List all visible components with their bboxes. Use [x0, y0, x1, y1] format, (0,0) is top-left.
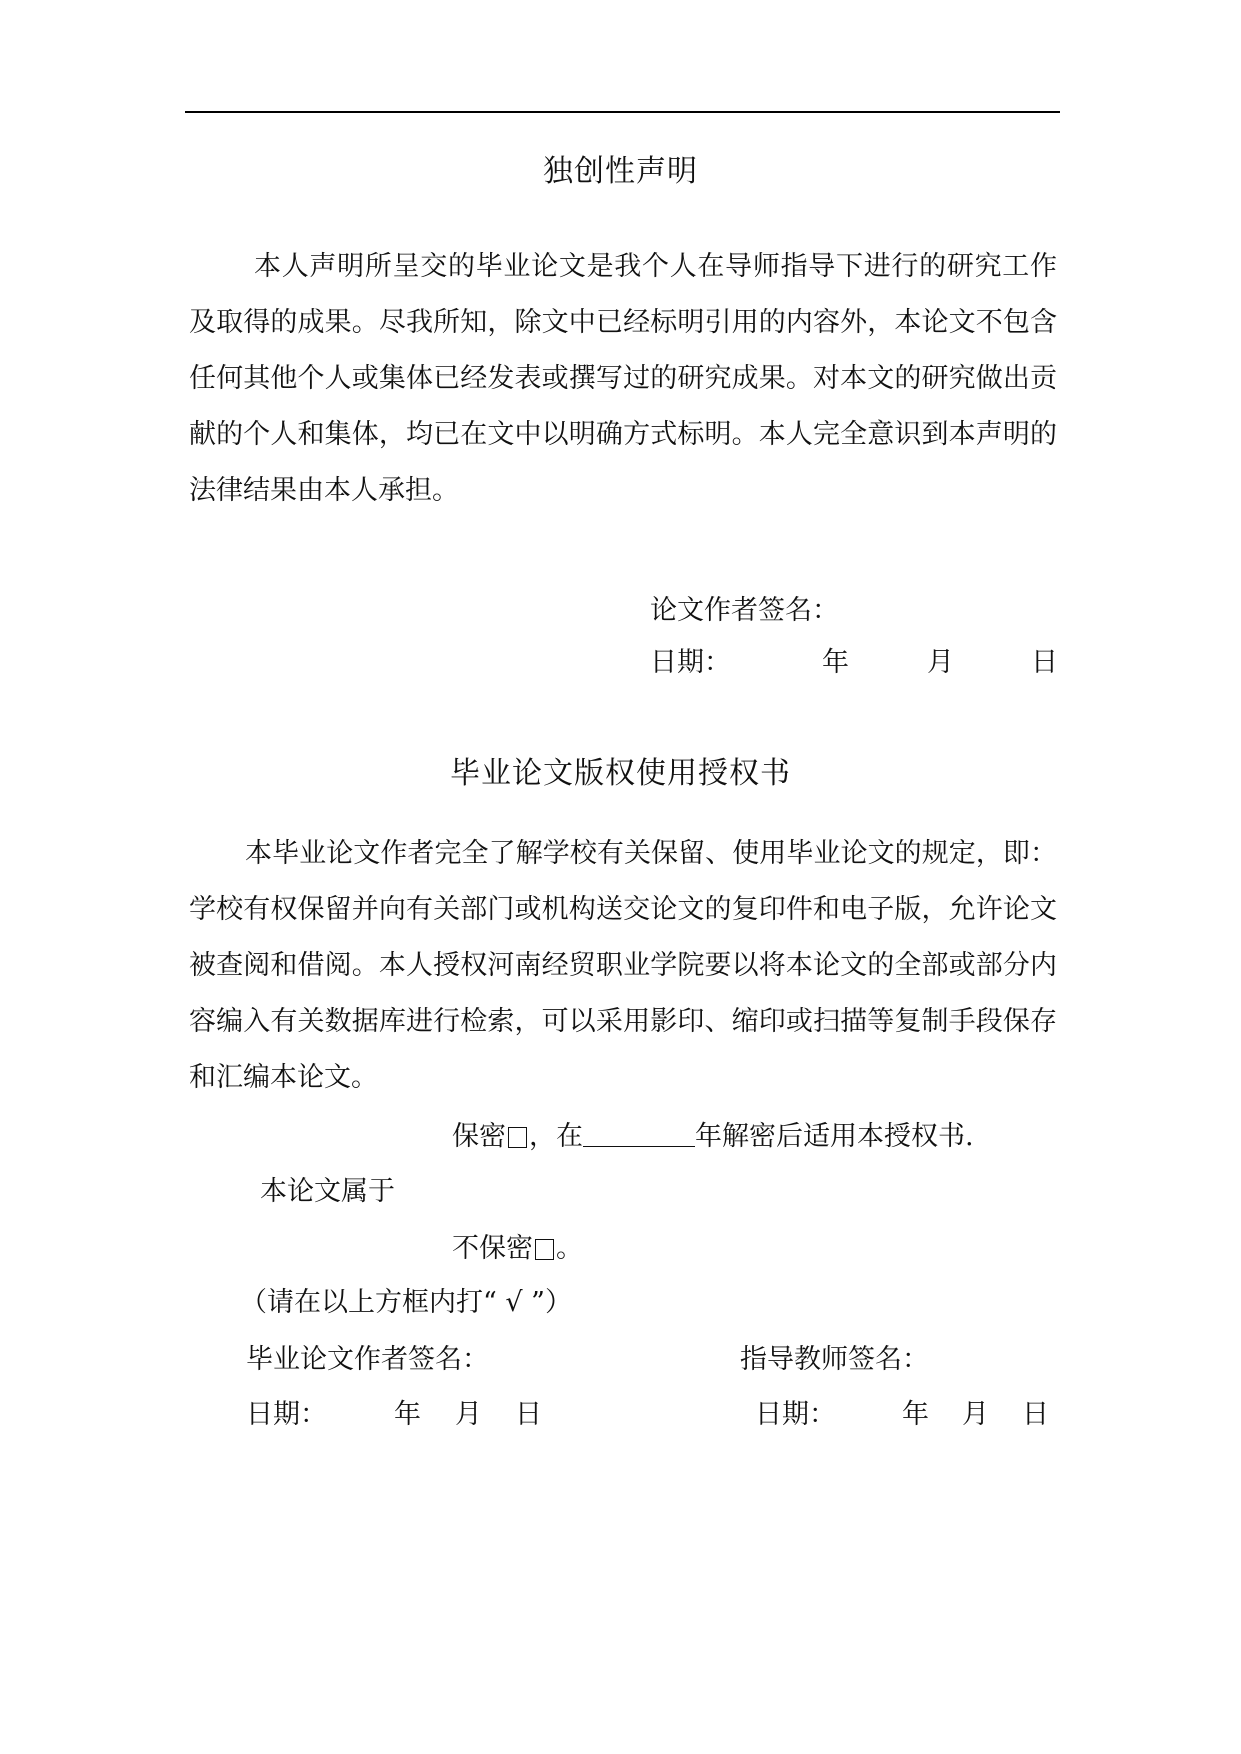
- declaration-date-year: 年: [822, 647, 849, 678]
- not-confidential-option: [452, 1229, 583, 1269]
- checkbox-instruction: （请在以上方框内打“ √ ”）: [240, 1287, 572, 1318]
- advisor-date-month: 月: [962, 1399, 989, 1430]
- belongs-label: 本论文属于: [260, 1176, 395, 1207]
- confidential-option: [452, 1117, 974, 1157]
- declaration-date-month: 月: [927, 647, 954, 678]
- advisor-date-day: 日: [1022, 1399, 1049, 1430]
- author-date-month: 月: [455, 1399, 482, 1430]
- advisor-date-label: 日期：: [755, 1399, 836, 1430]
- authorization-body: 本毕业论文作者完全了解学校有关保留、使用毕业论文的规定，即：学校有权保留并向有关部门或机构送交论文的复印件和电子版，允许论文被查阅和借阅。本人授权河南经贸职业学院要以将本论文的全部或部分内容编入有关数据库进行检索，可以采用影印、缩印或扫描等复制手段保存和汇编本论文。: [189, 838, 1057, 1093]
- author-signature-label: 论文作者签名：: [650, 595, 839, 626]
- advisor-date-year: 年: [902, 1399, 929, 1430]
- declaration-body: 本人声明所呈交的毕业论文是我个人在导师指导下进行的研究工作及取得的成果。尽我所知，除文中已经标明引用的内容外，本论文不包含任何其他个人或集体已经发表或撰写过的研究成果。对本文的研究做出贡献的个人和集体，均已在文中以明确方式标明。本人完全意识到本声明的法律结果由本人承担。: [189, 251, 1057, 506]
- top-rule: [185, 111, 1060, 113]
- not-confidential-tail: 。: [556, 1233, 583, 1264]
- advisor-signature-label: 指导教师签名：: [740, 1344, 929, 1375]
- declassify-year-blank[interactable]: [583, 1122, 695, 1147]
- not-confidential-checkbox[interactable]: [535, 1239, 554, 1260]
- declaration-date-day: 日: [1031, 647, 1058, 678]
- authorization-title: 毕业论文版权使用授权书: [450, 756, 791, 791]
- author-date-year: 年: [394, 1399, 421, 1430]
- confidential-tail-text: 年解密后适用本授权书.: [695, 1121, 974, 1152]
- confidential-mid-text: ，在: [529, 1121, 583, 1152]
- author-date-label: 日期：: [246, 1399, 327, 1430]
- thesis-author-signature-label: 毕业论文作者签名：: [246, 1344, 489, 1375]
- declaration-title: 独创性声明: [543, 154, 698, 189]
- confidential-label: 保密: [452, 1121, 506, 1152]
- author-date-day: 日: [515, 1399, 542, 1430]
- declaration-date-label: 日期：: [650, 647, 731, 678]
- not-confidential-label: 不保密: [452, 1233, 533, 1264]
- confidential-checkbox[interactable]: [508, 1127, 527, 1148]
